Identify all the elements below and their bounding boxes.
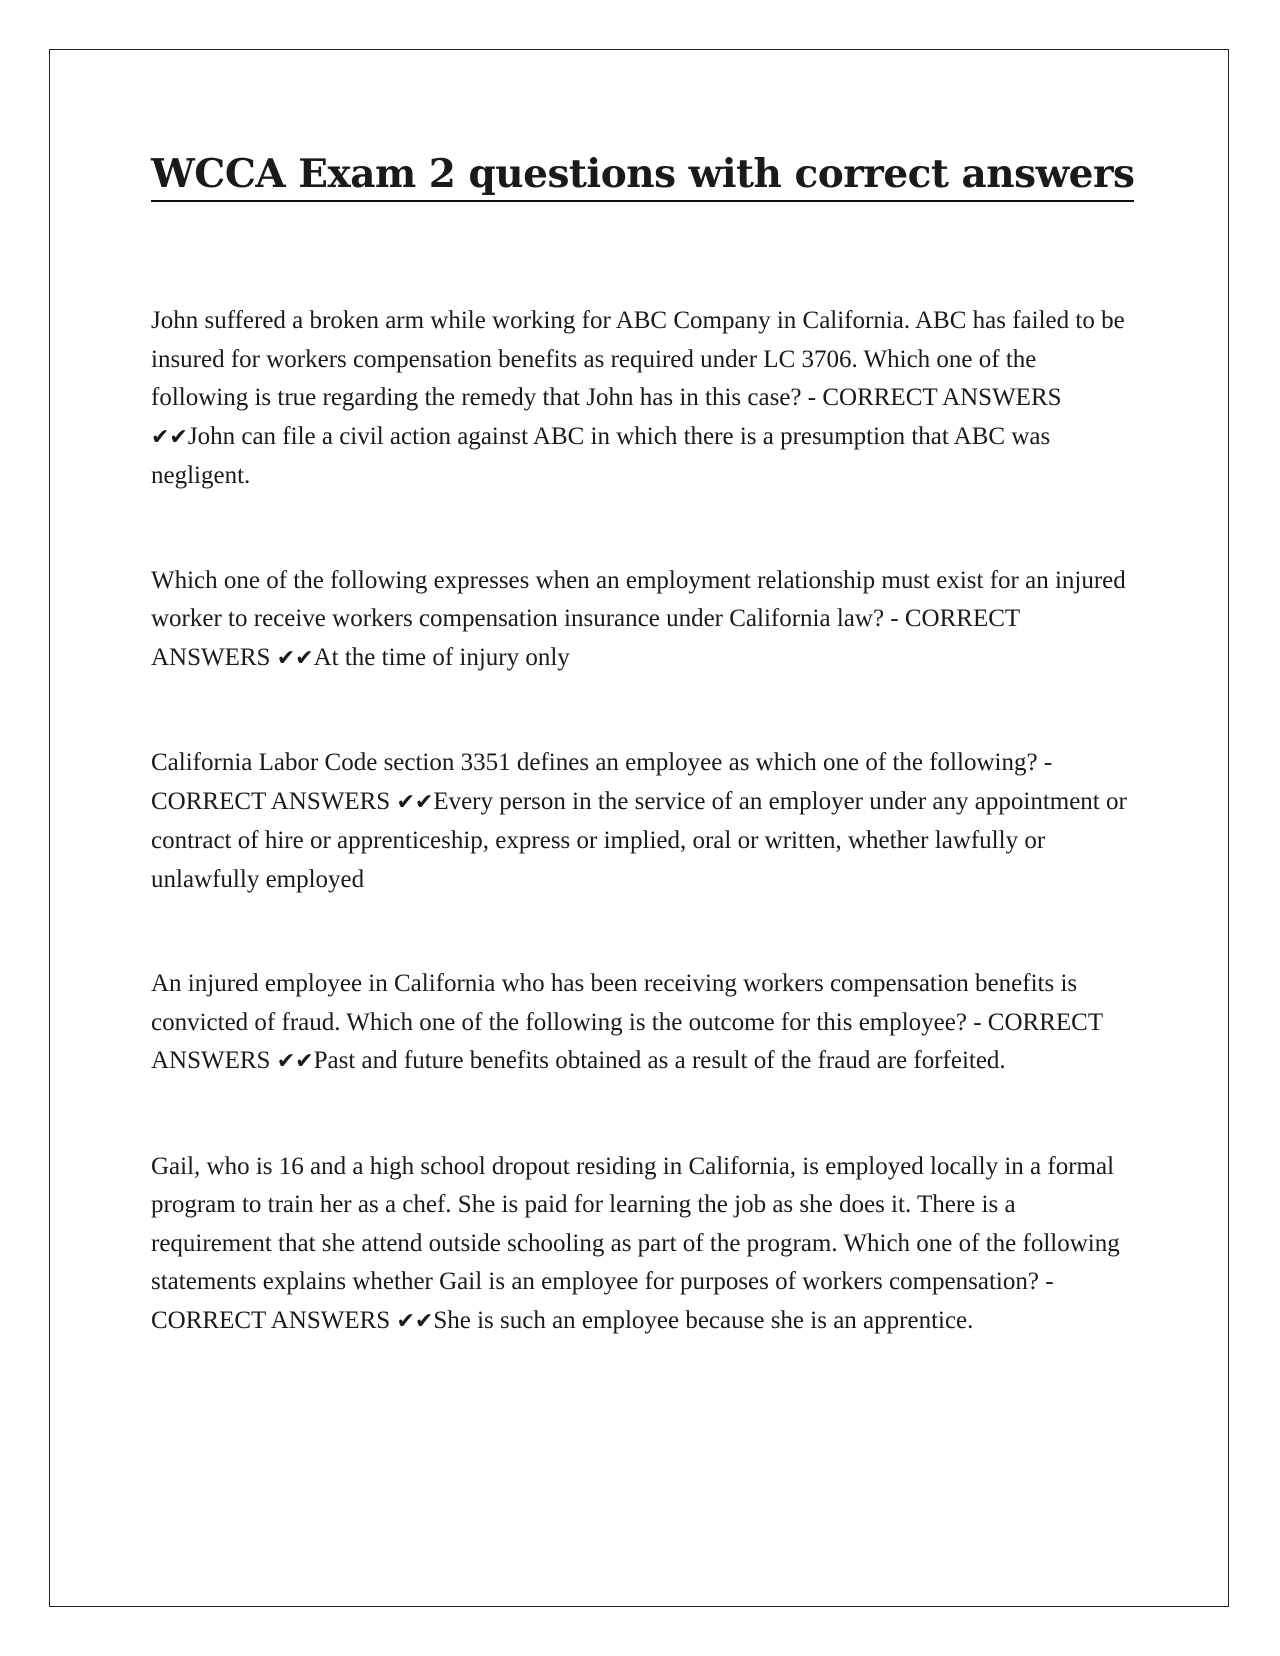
question-text: An injured employee in California who has been receiving workers compensation benefits is convicted of fraud. Which one of the following is the outcome for this employee? <box>151 970 1078 1036</box>
question-text: Which one of the following expresses when an employment relationship must exist for an injured worker to receive workers compensation insurance under California law? <box>151 566 1126 632</box>
double-check-icon: ✔✔ <box>396 789 434 815</box>
document-body <box>151 150 1135 1407</box>
qa-item <box>151 302 1131 496</box>
double-check-icon: ✔✔ <box>151 424 188 450</box>
qa-item <box>151 562 1131 679</box>
double-check-icon: ✔✔ <box>276 645 314 671</box>
answer-text: Past and future benefits obtained as a result of the fraud are forfeited. <box>313 1047 1006 1074</box>
qa-item <box>151 1148 1131 1342</box>
question-text: John suffered a broken arm while working for ABC Company in California. ABC has failed to be insured for workers compensation benefits as required under LC 3706. Which one of the following is true regarding the remedy that John has in this case? <box>151 307 1125 411</box>
qa-item <box>151 965 1131 1082</box>
answer-marker: - CORRECT ANSWERS <box>151 749 1053 815</box>
question-text: California Labor Code section 3351 defines an employee as which one of the following? <box>151 749 1038 776</box>
qa-item <box>151 744 1131 899</box>
question-text: Gail, who is 16 and a high school dropout residing in California, is employed locally in a formal program to train her as a chef. She is paid for learning the job as she does it. There is a requirement that she attend outside schooling as part of the program. Which one of the following statements explains whether Gail is an employee for purposes of workers compensation? <box>151 1152 1120 1295</box>
answer-text: Every person in the service of an employer under any appointment or contract of hire or apprenticeship, express or implied, oral or written, whether lawfully or unlawfully employed <box>151 787 1127 893</box>
answer-marker: - CORRECT ANSWERS <box>151 1268 1054 1334</box>
answer-text: John can file a civil action against ABC in which there is a presumption that ABC was negligent. <box>151 422 1051 489</box>
double-check-icon: ✔✔ <box>276 1049 314 1074</box>
document-title: WCCA Exam 2 questions with correct answers <box>151 150 1134 202</box>
qa-list <box>151 302 1131 1341</box>
answer-text: She is such an employee because she is an apprentice. <box>433 1306 974 1334</box>
answer-text: At the time of injury only <box>313 643 570 671</box>
double-check-icon: ✔✔ <box>396 1308 434 1334</box>
answer-marker: - CORRECT ANSWERS <box>151 605 1020 671</box>
answer-marker: - CORRECT ANSWERS <box>151 1008 1103 1074</box>
answer-marker: - CORRECT ANSWERS <box>807 384 1062 411</box>
